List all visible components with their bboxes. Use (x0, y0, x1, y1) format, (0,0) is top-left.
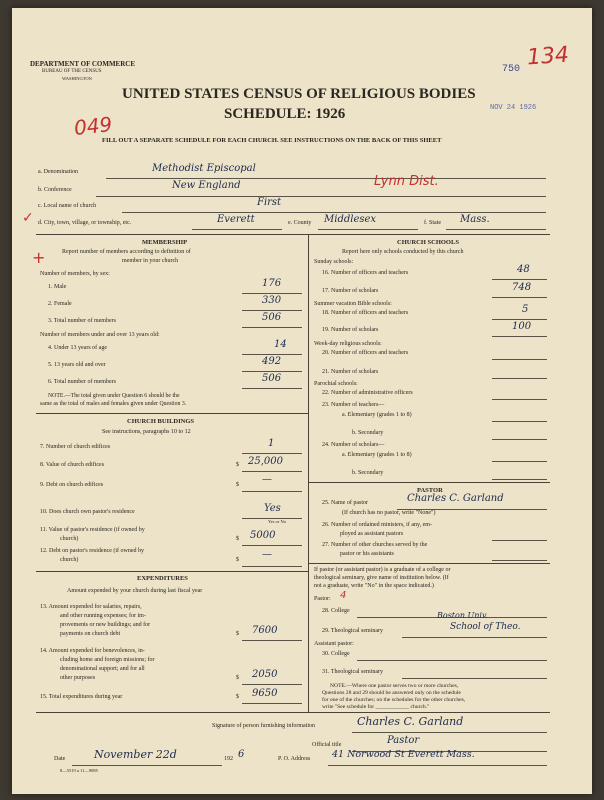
membership-sub1: Report number of members according to definition of (62, 249, 191, 255)
q20-label: 20. Number of officers and teachers (322, 350, 409, 356)
grad-line2: theological seminary, give name of institution below. (If (314, 575, 449, 581)
form-title: UNITED STATES CENSUS OF RELIGIOUS BODIES (122, 86, 476, 102)
summer-label: Summer vacation Bible schools: (314, 301, 392, 307)
q21-label: 21. Number of scholars (322, 369, 379, 375)
q23-label: 23. Number of teachers— (322, 402, 385, 408)
q13-line2: and other running expenses; for im- (60, 613, 146, 619)
local-name-label: c. Local name of church (38, 203, 97, 209)
weekday-label: Week-day religious schools: (314, 341, 382, 347)
dollar-sign: $ (236, 557, 239, 563)
grad-line1: If pastor (or assistant pastor) is a graduate of a college or (314, 567, 451, 573)
q18-label: 18. Number of officers and teachers (322, 310, 409, 316)
q29-label: 29. Theological seminary (322, 628, 384, 634)
denomination-label: a. Denomination (38, 169, 78, 175)
membership-note1: NOTE.—The total given under Question 6 should be the (48, 393, 180, 399)
dollar-sign: $ (236, 694, 239, 700)
q23-elem-label: a. Elementary (grades 1 to 8) (342, 412, 412, 418)
q14-line2: cluding home and foreign missions; for (60, 657, 155, 663)
dollar-sign: $ (236, 631, 239, 637)
red-number-left: 049 (72, 112, 114, 140)
official-title-label: Official title (312, 742, 342, 748)
q18-value: 5 (522, 304, 529, 315)
q14-line3: denominational support; and for all (60, 666, 145, 672)
q8-label: 8. Value of church edifices (40, 462, 105, 468)
dollar-sign: $ (236, 536, 239, 542)
county-label: e. County (288, 220, 312, 226)
q27-label: 27. Number of other churches served by the (322, 542, 428, 548)
pastor-note3: for one of the churches; on the schedules for the other churches, (322, 697, 466, 703)
q11-label-2: church) (60, 536, 79, 542)
buildings-heading: CHURCH BUILDINGS (127, 418, 194, 425)
stamp-date: NOV 24 1926 (490, 104, 537, 112)
q2-label: 2. Female (48, 301, 72, 307)
q8-value: 25,000 (248, 456, 283, 467)
pastor-red-mark: 4 (340, 590, 347, 601)
q7-label: 7. Number of church edifices (40, 444, 111, 450)
dollar-sign: $ (236, 482, 239, 488)
q26-label: 26. Number of ordained ministers, if any, em- (322, 522, 432, 528)
pastor-note2: Questions 28 and 29 should be answered only on the schedule (322, 690, 461, 696)
dollar-sign: $ (236, 462, 239, 468)
q22-label: 22. Number of administrative officers (322, 390, 413, 396)
q27-label-2: pastor or his assistants (340, 551, 394, 557)
schools-heading: CHURCH SCHOOLS (397, 239, 459, 246)
q16-value: 48 (517, 264, 530, 275)
membership-heading: MEMBERSHIP (142, 239, 188, 246)
q9-label: 9. Debt on church edifices (40, 482, 104, 488)
q12-label-2: church) (60, 557, 79, 563)
state-label: f. State (424, 220, 441, 226)
q11-value: 5000 (250, 530, 276, 541)
q3-label: 3. Total number of members (48, 318, 116, 324)
q25-hint: (If church has no pastor, write "None") (342, 510, 436, 516)
pastor-heading: PASTOR (417, 487, 443, 494)
address-label: P. O. Address (278, 756, 311, 762)
q29-value-1: Boston Univ. (437, 611, 489, 620)
bureau-label: BUREAU OF THE CENSUS (42, 69, 102, 74)
official-title-value: Pastor (387, 735, 420, 746)
q29-value-2: School of Theo. (450, 622, 521, 632)
denomination-value: Methodist Episcopal (152, 163, 256, 174)
red-cross-mark: + (32, 248, 46, 267)
q1-value: 176 (262, 278, 282, 289)
q24-elem-label: a. Elementary (grades 1 to 8) (342, 452, 412, 458)
q24-sec-label: b. Secondary (352, 470, 384, 476)
form-number: 8—5519 a 11—9085 (60, 768, 98, 773)
q13-line4: payments on church debt (60, 631, 121, 637)
local-name-value: First (257, 197, 282, 208)
red-check-mark: ✓ (22, 210, 34, 226)
address-value: 41 Norwood St Everett Mass. (332, 749, 475, 760)
q6-value: 506 (262, 373, 282, 384)
schools-sub: Report here only schools conducted by this church (342, 249, 464, 255)
q12-value: — (262, 549, 272, 560)
state-value: Mass. (460, 214, 490, 225)
schedule-title: SCHEDULE: 1926 (224, 106, 346, 122)
q5-label: 5. 13 years old and over (48, 362, 106, 368)
q10-label: 10. Does church own pastor's residence (40, 509, 135, 515)
q3-value: 506 (262, 312, 282, 323)
grad-line3: not a graduate, write "No" in the space indicated.) (314, 583, 434, 589)
q15-label: 15. Total expenditures during year (40, 694, 123, 700)
q12-label: 12. Debt on pastor's residence (if owned by (40, 548, 145, 554)
conference-label: b. Conference (38, 187, 72, 193)
city-label: WASHINGTON (62, 76, 92, 81)
q19-label: 19. Number of scholars (322, 327, 379, 333)
expenditures-heading: EXPENDITURES (137, 575, 188, 582)
q28-label: 28. College (322, 608, 350, 614)
q14-line4: other purposes (60, 675, 96, 681)
year-digit: 6 (238, 749, 245, 760)
expenditures-sub: Amount expended by your church during last fiscal year (67, 588, 203, 594)
q25-label: 25. Name of pastor (322, 500, 368, 506)
q25-value: Charles C. Garland (407, 493, 504, 504)
q4-label: 4. Under 13 years of age (48, 345, 107, 351)
buildings-sub: See instructions, paragraphs 10 to 12 (102, 429, 191, 435)
q13-line1: 13. Amount expended for salaries, repairs, (40, 604, 142, 610)
membership-sub2: member in your church (122, 258, 179, 264)
q11-label: 11. Value of pastor's residence (if owned by (40, 527, 145, 533)
county-value: Middlesex (324, 214, 377, 225)
q9-value: — (262, 474, 272, 485)
q17-label: 17. Number of scholars (322, 288, 379, 294)
date-value: November 22d (94, 748, 177, 761)
q5-value: 492 (262, 356, 282, 367)
q14-line1: 14. Amount expended for benevolences, in- (40, 648, 145, 654)
q2-value: 330 (262, 295, 282, 306)
red-number-right: 134 (526, 42, 570, 71)
q16-label: 16. Number of officers and teachers (322, 270, 409, 276)
signature-value: Charles C. Garland (357, 715, 464, 728)
pastor-note4: write "See schedule for ____________ church." (322, 704, 430, 710)
date-label: Date (54, 756, 66, 762)
q17-value: 748 (512, 282, 532, 293)
conference-value: New England (172, 180, 241, 191)
q1-label: 1. Male (48, 284, 67, 290)
signature-label: Signature of person furnishing information (212, 723, 315, 729)
dept-label: DEPARTMENT OF COMMERCE (30, 60, 136, 68)
parochial-label: Parochial schools: (314, 381, 358, 387)
assistant-label: Assistant pastor: (314, 641, 354, 647)
pastor-sub-label: Pastor: (314, 596, 331, 602)
q15-value: 9650 (252, 688, 278, 699)
dollar-sign: $ (236, 675, 239, 681)
membership-note2: same as the total of males and females given under Question 3. (40, 401, 187, 407)
pastor-note1: NOTE.—Where one pastor serves two or more churches, (330, 683, 459, 689)
year-prefix: 192 (224, 756, 233, 762)
sunday-label: Sunday schools: (314, 259, 354, 265)
q23-sec-label: b. Secondary (352, 430, 384, 436)
q26-label-2: ployed as assistant pastors (340, 531, 404, 537)
q7-value: 1 (268, 438, 275, 449)
city-value: Everett (217, 214, 255, 225)
city-field-label: d. City, town, village, or township, etc. (38, 220, 132, 226)
instruction-line: FILL OUT A SEPARATE SCHEDULE FOR EACH CHURCH. SEE INSTRUCTIONS ON THE BACK OF THIS SHEET (102, 137, 442, 144)
stamp-number: 750 (502, 64, 521, 75)
q31-label: 31. Theological seminary (322, 669, 384, 675)
q19-value: 100 (512, 321, 532, 332)
by-age-label: Number of members under and over 13 years old: (40, 332, 160, 338)
q24-label: 24. Number of scholars— (322, 442, 385, 448)
q13-line3: provements or new buildings; and for (60, 622, 151, 628)
q30-label: 30. College (322, 651, 350, 657)
by-sex-label: Number of members, by sex: (40, 271, 110, 277)
q6-label: 6. Total number of members (48, 379, 116, 385)
q10-value: Yes (264, 503, 281, 514)
q14-value: 2050 (252, 669, 278, 680)
q13-value: 7600 (252, 625, 278, 636)
census-schedule-page (12, 8, 592, 794)
yes-no-hint: Yes or No (268, 519, 287, 524)
district-note: Lynn Dist. (374, 174, 439, 189)
q4-value: 14 (274, 339, 287, 350)
